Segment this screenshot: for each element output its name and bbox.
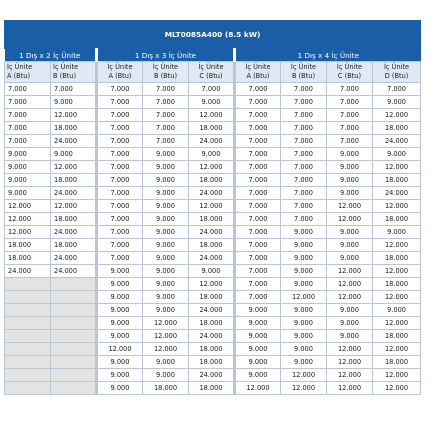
table-cell: 9.000 [189,148,235,161]
table-cell: 18.000 [373,330,421,343]
table-row [5,161,421,174]
table-cell: 7.000 [235,213,281,226]
table-cell: 9.000 [143,187,189,200]
table-cell: 7.000 [235,161,281,174]
table-cell: 7.000 [235,122,281,135]
column-header-line2: C (Btu) [337,72,362,80]
column-header [373,62,421,83]
empty-cell [51,317,97,330]
table-cell: 7.000 [143,96,189,109]
table-cell: 9.000 [143,161,189,174]
table-cell: 24.000 [51,135,97,148]
table-cell: 7.000 [281,96,327,109]
table-cell: 9.000 [97,291,143,304]
table-cell: 9.000 [97,304,143,317]
table-cell: 7.000 [97,213,143,226]
table-cell: 7.000 [327,83,373,96]
column-header-line1: İç Ünite [336,63,363,71]
table-cell: 18.000 [51,122,97,135]
table-cell: 9.000 [143,291,189,304]
table-cell: 9.000 [373,226,421,239]
table-cell: 12.000 [281,382,327,395]
combination-table [4,20,421,395]
table-cell: 7.000 [97,226,143,239]
table-cell: 9.000 [235,304,281,317]
table-cell: 24.000 [189,252,235,265]
table-cell: 9.000 [143,252,189,265]
table-cell: 7.000 [97,122,143,135]
table-row [5,122,421,135]
table-cell: 9.000 [281,239,327,252]
table-cell: 12.000 [281,291,327,304]
table-cell: 24.000 [189,226,235,239]
table-cell: 9.000 [143,200,189,213]
table-cell: 7.000 [97,135,143,148]
column-header [5,62,51,83]
table-cell: 7.000 [235,278,281,291]
column-header-line2: A (Btu) [7,72,31,80]
table-cell: 18.000 [373,213,421,226]
empty-cell [5,382,51,395]
column-header-line2: B (Btu) [53,72,77,80]
table-cell: 9.000 [327,161,373,174]
table-row [5,187,421,200]
table-cell: 9.000 [97,330,143,343]
table-cell: 12.000 [373,343,421,356]
table-cell: 24.000 [51,252,97,265]
empty-cell [51,330,97,343]
table-cell: 9.000 [235,317,281,330]
table-cell: 9.000 [97,278,143,291]
table-row [5,226,421,239]
column-header [143,62,189,83]
column-header [235,62,281,83]
table-cell: 9.000 [373,304,421,317]
table-cell: 9.000 [327,187,373,200]
table-cell: 7.000 [97,239,143,252]
table-cell: 7.000 [235,265,281,278]
table-cell: 7.000 [235,239,281,252]
empty-cell [5,317,51,330]
table-cell: 9.000 [235,330,281,343]
table-cell: 7.000 [97,200,143,213]
column-header-line1: İç Ünite [107,63,133,71]
table-cell: 7.000 [281,135,327,148]
table-cell: 9.000 [143,304,189,317]
column-header-line1: İç Ünite [7,63,33,71]
table-cell: 7.000 [143,109,189,122]
table-cell: 12.000 [5,200,51,213]
table-cell: 18.000 [373,278,421,291]
table-cell: 9.000 [97,382,143,395]
table-cell: 7.000 [97,174,143,187]
table-cell: 12.000 [189,200,235,213]
compatibility-table-container [4,20,420,420]
table-cell: 9.000 [143,278,189,291]
table-cell: 18.000 [373,356,421,369]
table-cell: 7.000 [5,96,51,109]
table-cell: 7.000 [235,96,281,109]
table-cell: 7.000 [97,187,143,200]
table-cell: 7.000 [235,187,281,200]
column-header-line1: İç Ünite [290,63,317,71]
table-cell: 7.000 [281,161,327,174]
column-header-line2: A (Btu) [108,72,132,80]
table-cell: 12.000 [97,343,143,356]
table-cell: 9.000 [373,96,421,109]
table-cell: 24.000 [373,187,421,200]
table-cell: 12.000 [373,369,421,382]
table-cell: 9.000 [281,265,327,278]
table-cell: 9.000 [327,252,373,265]
empty-cell [5,369,51,382]
table-cell: 12.000 [373,291,421,304]
table-cell: 18.000 [189,356,235,369]
table-cell: 24.000 [189,330,235,343]
table-cell: 7.000 [97,96,143,109]
table-cell: 9.000 [97,317,143,330]
empty-cell [51,382,97,395]
table-cell: 7.000 [281,148,327,161]
column-header-line1: İç Ünite [198,63,224,71]
group-header-4-units: 1 Dış x 4 İç Ünite [235,49,421,62]
table-cell: 12.000 [327,278,373,291]
column-header-line1: İç Ünite [53,63,79,71]
column-header [51,62,97,83]
table-cell: 24.000 [5,265,51,278]
table-row [5,369,421,382]
table-row [5,148,421,161]
group-header-2-units: 1 Dış x 2 İç Ünite [5,49,97,62]
column-header [281,62,327,83]
table-row [5,278,421,291]
table-cell: 7.000 [143,122,189,135]
column-header-line2: A (Btu) [246,72,270,80]
table-cell: 18.000 [189,213,235,226]
table-cell: 7.000 [97,161,143,174]
table-cell: 12.000 [327,200,373,213]
table-cell: 7.000 [327,122,373,135]
table-cell: 7.000 [5,135,51,148]
table-cell: 9.000 [373,148,421,161]
table-cell: 9.000 [143,174,189,187]
table-cell: 24.000 [373,135,421,148]
table-cell: 9.000 [143,213,189,226]
table-cell: 18.000 [51,174,97,187]
table-cell: 24.000 [189,135,235,148]
table-cell: 12.000 [373,239,421,252]
table-cell: 12.000 [189,278,235,291]
empty-cell [5,343,51,356]
table-cell: 7.000 [281,187,327,200]
table-title: MLT0085A400 (8.5 kW) [5,21,421,49]
table-row [5,356,421,369]
table-cell: 7.000 [327,135,373,148]
table-row [5,265,421,278]
table-cell: 24.000 [189,304,235,317]
table-cell: 9.000 [281,278,327,291]
table-cell: 12.000 [143,343,189,356]
table-row [5,135,421,148]
column-header-line1: İç Ünite [383,63,410,71]
table-cell: 9.000 [327,330,373,343]
table-cell: 7.000 [235,252,281,265]
table-row [5,343,421,356]
table-cell: 7.000 [235,291,281,304]
table-cell: 12.000 [143,317,189,330]
table-cell: 7.000 [373,83,421,96]
table-cell: 12.000 [327,382,373,395]
table-cell: 7.000 [97,109,143,122]
table-cell: 9.000 [189,96,235,109]
table-cell: 12.000 [373,161,421,174]
column-header [327,62,373,83]
table-cell: 18.000 [373,122,421,135]
table-row [5,109,421,122]
table-row [5,291,421,304]
table-cell: 18.000 [189,239,235,252]
empty-cell [51,356,97,369]
table-cell: 7.000 [281,213,327,226]
table-row [5,330,421,343]
table-cell: 18.000 [51,239,97,252]
column-header-line1: İç Ünite [245,63,271,71]
table-cell: 7.000 [281,122,327,135]
table-cell: 7.000 [5,83,51,96]
empty-cell [5,291,51,304]
table-cell: 9.000 [281,356,327,369]
column-header-line2: B (Btu) [291,72,316,80]
table-cell: 18.000 [5,252,51,265]
empty-cell [5,356,51,369]
column-header [189,62,235,83]
table-row [5,382,421,395]
table-cell: 7.000 [97,252,143,265]
table-cell: 9.000 [5,148,51,161]
column-header-line2: B (Btu) [153,72,178,80]
table-cell: 9.000 [281,343,327,356]
table-cell: 9.000 [327,174,373,187]
table-row [5,200,421,213]
table-cell: 9.000 [327,239,373,252]
column-header-line2: D (Btu) [384,72,409,80]
column-header [97,62,143,83]
table-cell: 18.000 [143,382,189,395]
table-row [5,317,421,330]
table-cell: 9.000 [281,252,327,265]
table-cell: 9.000 [189,265,235,278]
table-cell: 12.000 [373,382,421,395]
table-cell: 18.000 [5,239,51,252]
table-cell: 12.000 [51,161,97,174]
table-cell: 9.000 [143,239,189,252]
table-cell: 7.000 [235,109,281,122]
table-cell: 7.000 [189,83,235,96]
table-cell: 9.000 [143,148,189,161]
table-cell: 12.000 [327,343,373,356]
table-cell: 9.000 [327,226,373,239]
table-cell: 7.000 [97,83,143,96]
table-cell: 12.000 [5,213,51,226]
table-cell: 9.000 [235,343,281,356]
table-cell: 9.000 [143,226,189,239]
table-cell: 24.000 [51,226,97,239]
table-cell: 7.000 [143,135,189,148]
table-cell: 12.000 [373,317,421,330]
table-cell: 18.000 [189,122,235,135]
table-cell: 12.000 [189,109,235,122]
table-cell: 9.000 [5,161,51,174]
table-row [5,239,421,252]
table-cell: 12.000 [373,200,421,213]
table-cell: 12.000 [327,291,373,304]
table-cell: 9.000 [235,369,281,382]
table-cell: 7.000 [235,83,281,96]
empty-cell [51,304,97,317]
table-cell: 7.000 [235,226,281,239]
table-cell: 18.000 [51,213,97,226]
table-cell: 12.000 [373,265,421,278]
table-cell: 9.000 [5,174,51,187]
empty-cell [5,304,51,317]
table-cell: 12.000 [189,161,235,174]
table-row [5,304,421,317]
table-row [5,252,421,265]
table-cell: 9.000 [327,148,373,161]
table-cell: 9.000 [97,265,143,278]
table-cell: 24.000 [189,369,235,382]
table-cell: 9.000 [281,330,327,343]
table-cell: 7.000 [143,83,189,96]
table-cell: 7.000 [235,135,281,148]
table-cell: 18.000 [373,174,421,187]
table-cell: 24.000 [51,187,97,200]
table-cell: 7.000 [281,174,327,187]
table-cell: 24.000 [189,187,235,200]
table-cell: 18.000 [373,252,421,265]
table-cell: 12.000 [327,356,373,369]
empty-cell [51,291,97,304]
table-cell: 7.000 [281,109,327,122]
table-cell: 7.000 [51,83,97,96]
table-cell: 7.000 [327,96,373,109]
table-row [5,96,421,109]
table-cell: 18.000 [189,317,235,330]
table-cell: 9.000 [143,356,189,369]
table-row [5,174,421,187]
table-cell: 7.000 [235,174,281,187]
table-cell: 9.000 [327,317,373,330]
table-cell: 12.000 [51,200,97,213]
table-cell: 7.000 [327,109,373,122]
table-cell: 9.000 [143,265,189,278]
table-cell: 12.000 [235,382,281,395]
table-cell: 9.000 [97,369,143,382]
table-cell: 7.000 [5,122,51,135]
table-cell: 9.000 [51,96,97,109]
table-cell: 7.000 [97,148,143,161]
column-header-line2: C (Btu) [199,72,223,80]
table-cell: 24.000 [51,265,97,278]
table-cell: 18.000 [189,343,235,356]
table-cell: 18.000 [189,382,235,395]
empty-cell [5,278,51,291]
table-cell: 7.000 [235,200,281,213]
table-cell: 7.000 [235,148,281,161]
table-cell: 12.000 [51,109,97,122]
table-cell: 18.000 [189,174,235,187]
group-header-3-units: 1 Dış x 3 İç Ünite [97,49,235,62]
table-cell: 12.000 [143,330,189,343]
table-cell: 9.000 [327,304,373,317]
table-cell: 12.000 [5,226,51,239]
column-header-line1: İç Ünite [152,63,179,71]
table-cell: 12.000 [327,213,373,226]
table-cell: 12.000 [327,369,373,382]
empty-cell [51,343,97,356]
table-cell: 7.000 [281,83,327,96]
table-cell: 9.000 [5,187,51,200]
empty-cell [5,330,51,343]
table-cell: 9.000 [281,304,327,317]
table-row [5,83,421,96]
empty-cell [51,369,97,382]
table-cell: 18.000 [189,291,235,304]
table-cell: 9.000 [51,148,97,161]
table-cell: 7.000 [281,200,327,213]
table-cell: 12.000 [373,109,421,122]
table-cell: 9.000 [281,226,327,239]
empty-cell [51,278,97,291]
table-cell: 9.000 [281,317,327,330]
table-cell: 9.000 [97,356,143,369]
table-cell: 9.000 [143,369,189,382]
table-cell: 12.000 [327,265,373,278]
table-cell: 12.000 [281,369,327,382]
table-cell: 7.000 [5,109,51,122]
table-row [5,213,421,226]
table-cell: 9.000 [235,356,281,369]
